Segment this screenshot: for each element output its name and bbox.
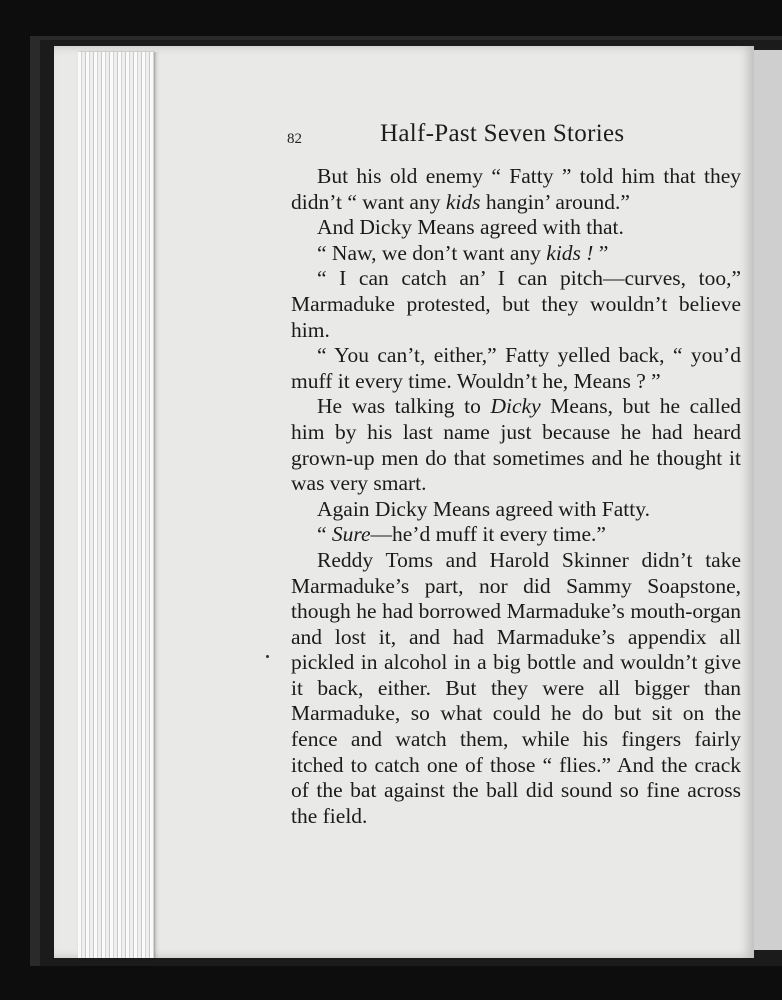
text-run: “ <box>317 522 332 547</box>
paragraph <box>291 394 741 496</box>
text-run: Reddy Toms and Harold Skinner didn’t take Marmaduke’s part, nor did Sammy Soapstone, though he had borrowed Marmaduke’s mouth-organ and lost it, and had Marmaduke’s appendix all pickled in alcohol in a big bottle and wouldn’t give it back, either. But they were all bigger than Marmaduke, so what could he do but sit on the fence and watch them, while his fingers fairly itched to catch one of those “ flies.” And the crack of the bat against the ball did sound so fine across the field. <box>291 547 741 828</box>
italic-text: kids ! <box>546 240 594 265</box>
print-speck <box>266 655 269 658</box>
running-head: Half-Past Seven Stories <box>380 120 625 147</box>
italic-text: Sure <box>331 522 371 547</box>
paragraph <box>291 548 741 830</box>
paragraph <box>291 343 741 394</box>
paragraph <box>291 215 741 241</box>
page-edges <box>78 52 154 958</box>
text-run: And Dicky Means agreed with that. <box>317 215 624 240</box>
italic-text: Dicky <box>490 394 541 419</box>
text-run: Means, but he called him by his last name just because he had heard grown-up men do that sometimes and he thought it was very smart. <box>291 394 741 496</box>
text-run: “ Naw, we don’t want any <box>317 240 547 265</box>
page-number: 82 <box>287 131 302 147</box>
text-run: But his old enemy “ Fatty ” told him that they didn’t “ want any <box>291 164 741 214</box>
paragraph <box>291 266 741 343</box>
text-run: ” <box>593 240 609 265</box>
text-run: —he’d muff it every time.” <box>370 522 606 547</box>
text-run: hangin’ around.” <box>480 189 630 214</box>
text-run: “ You can’t, either,” Fatty yelled back, “ you’d muff it every time. Wouldn’t he, Means ? ” <box>291 343 741 393</box>
paragraph <box>291 497 741 523</box>
text-run: He was talking to <box>317 394 491 419</box>
body-text <box>291 164 741 829</box>
facing-page-edge <box>754 50 782 950</box>
text-run: Again Dicky Means agreed with Fatty. <box>317 496 650 521</box>
text-run: “ I can catch an’ I can pitch—curves, too,” Marmaduke protested, but they wouldn’t believe him. <box>291 266 741 342</box>
paragraph <box>291 164 741 215</box>
italic-text: kids <box>445 189 481 214</box>
paragraph <box>291 241 741 267</box>
paragraph <box>291 522 741 548</box>
